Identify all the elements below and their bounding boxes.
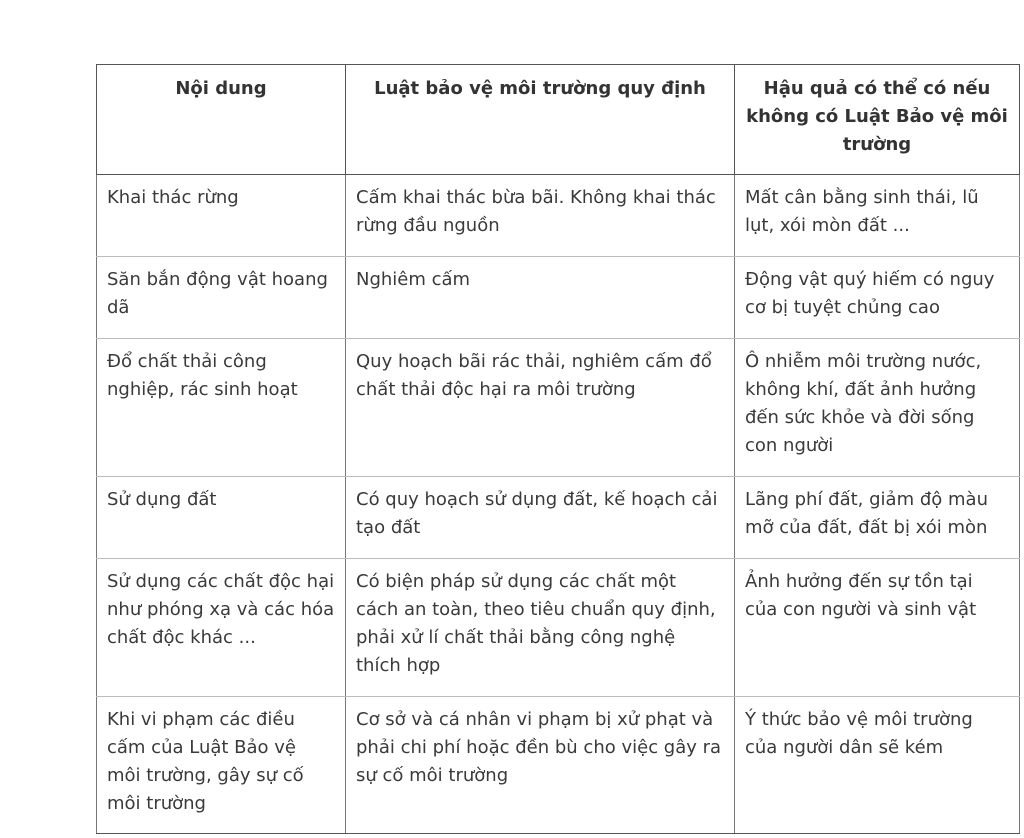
cell-regulation: Có biện pháp sử dụng các chất một cách an toàn, theo tiêu chuẩn quy định, phải xử lí chất thải bằng công nghệ thích hợp	[346, 559, 735, 697]
cell-content: Khai thác rừng	[97, 175, 346, 257]
table-row	[97, 477, 1020, 559]
cell-regulation: Quy hoạch bãi rác thải, nghiêm cấm đổ chất thải độc hại ra môi trường	[346, 339, 735, 477]
cell-content: Khi vi phạm các điều cấm của Luật Bảo vệ môi trường, gây sự cố môi trường	[97, 697, 346, 834]
cell-regulation: Nghiêm cấm	[346, 257, 735, 339]
environment-law-table	[96, 64, 1020, 834]
cell-regulation: Cơ sở và cá nhân vi phạm bị xử phạt và phải chi phí hoặc đền bù cho việc gây ra sự cố môi trường	[346, 697, 735, 834]
cell-regulation: Cấm khai thác bừa bãi. Không khai thác rừng đầu nguồn	[346, 175, 735, 257]
cell-content: Sử dụng đất	[97, 477, 346, 559]
cell-consequence: Lãng phí đất, giảm độ màu mỡ của đất, đất bị xói mòn	[735, 477, 1020, 559]
table-header-row	[97, 65, 1020, 175]
table-row	[97, 697, 1020, 834]
table-row	[97, 175, 1020, 257]
table-row	[97, 257, 1020, 339]
page-top-margin	[0, 0, 1024, 64]
header-law-regulation: Luật bảo vệ môi trường quy định	[346, 65, 735, 175]
cell-content: Đổ chất thải công nghiệp, rác sinh hoạt	[97, 339, 346, 477]
cell-content: Sử dụng các chất độc hại như phóng xạ và các hóa chất độc khác ...	[97, 559, 346, 697]
header-consequences: Hậu quả có thể có nếu không có Luật Bảo vệ môi trường	[735, 65, 1020, 175]
cell-regulation: Có quy hoạch sử dụng đất, kế hoạch cải tạo đất	[346, 477, 735, 559]
table-row	[97, 339, 1020, 477]
cell-consequence: Ô nhiễm môi trường nước, không khí, đất ảnh hưởng đến sức khỏe và đời sống con người	[735, 339, 1020, 477]
cell-consequence: Mất cân bằng sinh thái, lũ lụt, xói mòn đất ...	[735, 175, 1020, 257]
cell-consequence: Ảnh hưởng đến sự tồn tại của con người và sinh vật	[735, 559, 1020, 697]
cell-consequence: Động vật quý hiếm có nguy cơ bị tuyệt chủng cao	[735, 257, 1020, 339]
cell-content: Săn bắn động vật hoang dã	[97, 257, 346, 339]
header-content: Nội dung	[97, 65, 346, 175]
cell-consequence: Ý thức bảo vệ môi trường của người dân sẽ kém	[735, 697, 1020, 834]
table-row	[97, 559, 1020, 697]
